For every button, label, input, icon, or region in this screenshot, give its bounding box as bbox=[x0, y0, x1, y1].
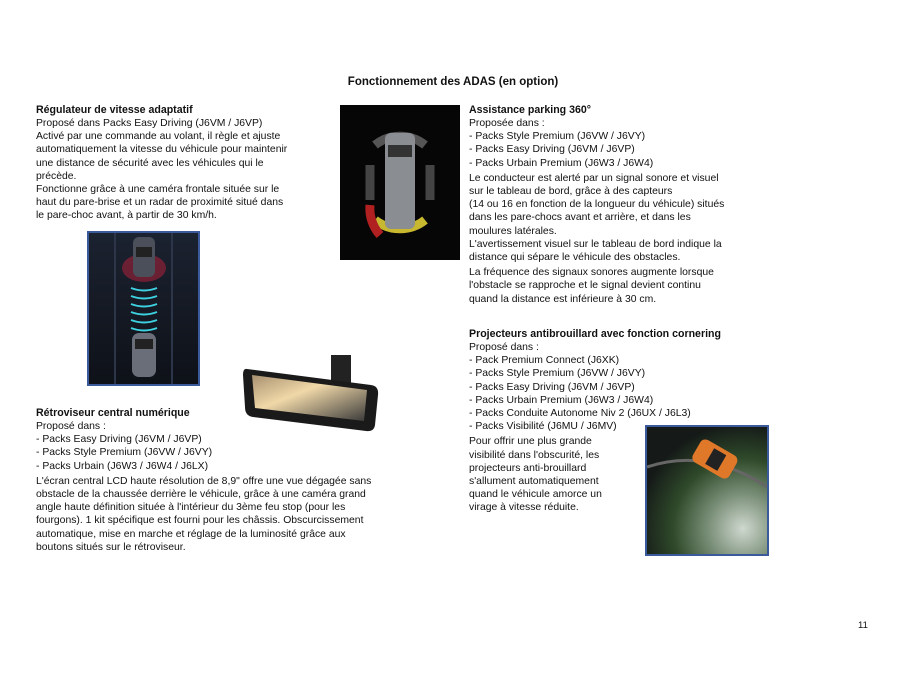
pack-item: - Packs Easy Driving (J6VM / J6VP) bbox=[469, 144, 635, 156]
text-line: haut du pare-brise et un radar de proximité situé dans bbox=[36, 197, 284, 209]
text-line: Activé par une commande au volant, il règle et ajuste bbox=[36, 131, 281, 143]
pack-item: - Packs Urbain (J6W3 / J6W4 / J6LX) bbox=[36, 460, 209, 472]
section-heading: Projecteurs antibrouillard avec fonction cornering bbox=[469, 328, 721, 340]
pack-item: - Packs Style Premium (J6VW / J6VY) bbox=[469, 131, 646, 143]
text-line: dans les pare-chocs avant et arrière, et dans les bbox=[469, 212, 691, 224]
text-line: angle haute définition située à l'intérieur du 3ème feu stop (pour les bbox=[36, 502, 346, 514]
pack-item: - Packs Style Premium (J6VW / J6VY) bbox=[36, 447, 213, 459]
pack-item: - Packs Easy Driving (J6VM / J6VP) bbox=[36, 434, 202, 446]
text-line: le pare-choc avant, à partir de 30 km/h. bbox=[36, 210, 217, 222]
section-heading: Assistance parking 360° bbox=[469, 104, 592, 116]
acc-illustration bbox=[87, 231, 200, 386]
page-title: Fonctionnement des ADAS (en option) bbox=[347, 76, 559, 88]
text-line: boutons situés sur le rétroviseur. bbox=[36, 541, 186, 553]
text-line: visibilité dans l'obscurité, les bbox=[469, 449, 600, 461]
text-line: quand la distance est inférieure à 30 cm. bbox=[469, 293, 657, 305]
parking-360-illustration bbox=[340, 105, 460, 260]
pack-item: - Pack Premium Connect (J6XK) bbox=[469, 355, 620, 367]
text-line: moulures latérales. bbox=[469, 225, 557, 237]
text-line: obstacle de la chaussée derrière le véhicule, grâce à une caméra grand bbox=[36, 489, 366, 501]
section-heading: Régulateur de vitesse adaptatif bbox=[36, 104, 193, 116]
cornering-fog-light-illustration bbox=[645, 425, 769, 556]
text-line: projecteurs anti-brouillard bbox=[469, 462, 587, 474]
text-line: La fréquence des signaux sonores augmente lorsque bbox=[469, 267, 714, 279]
text-line: Le conducteur est alerté par un signal sonore et visuel bbox=[469, 172, 719, 184]
text-line: automatique, mise en marche et réglage de la luminosité grâce aux bbox=[36, 528, 346, 540]
text-line: automatiquement la vitesse du véhicule pour maintenir bbox=[36, 144, 288, 156]
text-line: distance qui sépare le véhicule des obstacles. bbox=[469, 252, 681, 264]
text-line: une distance de sécurité avec les véhicules qui le bbox=[36, 157, 264, 169]
page-number: 11 bbox=[858, 620, 868, 631]
pack-item: - Packs Style Premium (J6VW / J6VY) bbox=[469, 368, 646, 380]
text-line: Fonctionne grâce à une caméra frontale située sur le bbox=[36, 184, 280, 196]
text-line: sur le tableau de bord, grâce à des capteurs bbox=[469, 186, 673, 198]
text-line: Proposé dans Packs Easy Driving (J6VM / J6VP) bbox=[36, 118, 263, 129]
text-line: L'avertissement visuel sur le tableau de bord indique la bbox=[469, 238, 722, 250]
text-line: quand le véhicule amorce un bbox=[469, 489, 602, 501]
text-line: (14 ou 16 en fonction de la longueur du véhicule) situés bbox=[469, 199, 725, 211]
section-regulateur bbox=[36, 103, 316, 223]
pack-item: - Packs Urbain Premium (J6W3 / J6W4) bbox=[469, 157, 654, 169]
text-line: L'écran central LCD haute résolution de 8,9" offre une vue dégagée sans bbox=[36, 475, 372, 487]
text-line: Pour offrir une plus grande bbox=[469, 436, 592, 448]
pack-item: - Packs Conduite Autonome Niv 2 (J6UX / J6L3) bbox=[469, 408, 691, 420]
text-line: l'obstacle se rapproche et le signal devient continu bbox=[469, 280, 701, 292]
section-retroviseur bbox=[36, 406, 381, 554]
text-line: Proposée dans : bbox=[469, 118, 545, 129]
pack-item: - Packs Visibilité (J6MU / J6MV) bbox=[469, 421, 617, 433]
text-line: fourgons). 1 kit spécifique est fourni pour les châssis. Obscurcissement bbox=[36, 515, 364, 527]
pack-item: - Packs Urbain Premium (J6W3 / J6W4) bbox=[469, 394, 654, 406]
text-line: Proposé dans : bbox=[469, 342, 539, 353]
text-line: s'allument automatiquement bbox=[469, 476, 599, 488]
text-line: Proposé dans : bbox=[36, 421, 106, 432]
text-line: précède. bbox=[36, 170, 77, 182]
section-heading: Rétroviseur central numérique bbox=[36, 407, 190, 419]
section-parking bbox=[469, 103, 739, 306]
text-line: virage à vitesse réduite. bbox=[469, 502, 579, 514]
pack-item: - Packs Easy Driving (J6VM / J6VP) bbox=[469, 381, 635, 393]
